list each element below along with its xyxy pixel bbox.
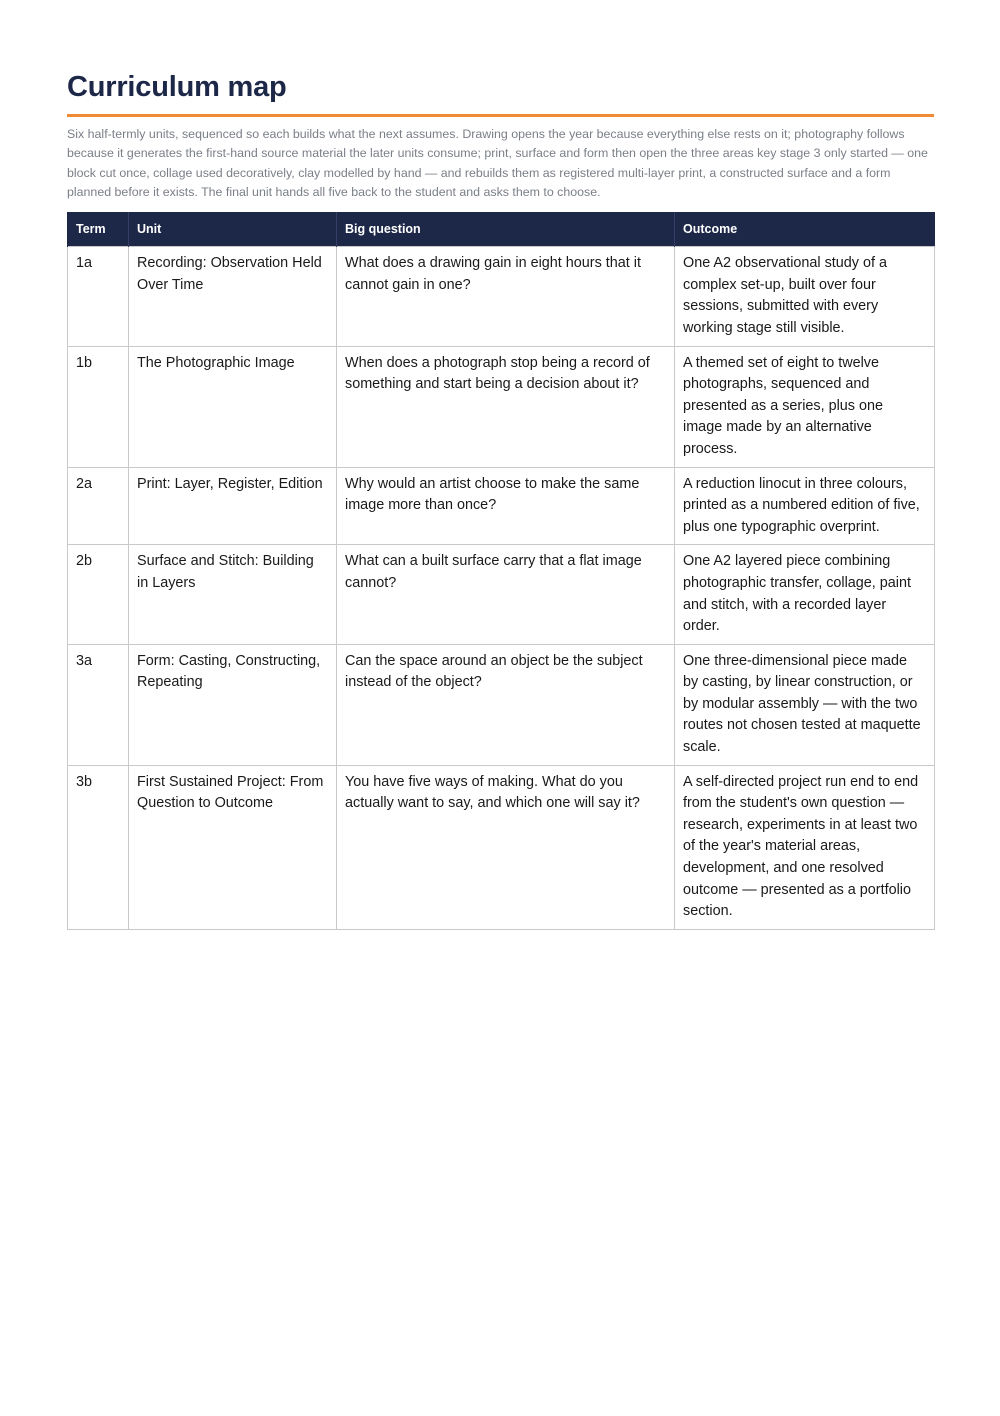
outcome-cell: A reduction linocut in three colours, printed as a numbered edition of five, plus one typographic overprint.	[675, 467, 935, 545]
table-row	[68, 545, 935, 644]
question-cell: You have five ways of making. What do you actually want to say, and which one will say it?	[337, 765, 675, 929]
unit-cell: The Photographic Image	[129, 346, 337, 467]
unit-cell: Surface and Stitch: Building in Layers	[129, 545, 337, 644]
question-cell: Why would an artist choose to make the same image more than once?	[337, 467, 675, 545]
header-big-question: Big question	[337, 212, 675, 247]
term-cell: 2b	[68, 545, 129, 644]
unit-cell: Print: Layer, Register, Edition	[129, 467, 337, 545]
outcome-cell: One A2 observational study of a complex set-up, built over four sessions, submitted with every working stage still visible.	[675, 247, 935, 346]
term-cell: 2a	[68, 467, 129, 545]
outcome-cell: One three-dimensional piece made by casting, by linear construction, or by modular assembly — with the two routes not chosen tested at maquette scale.	[675, 644, 935, 765]
unit-cell: First Sustained Project: From Question to Outcome	[129, 765, 337, 929]
table-row	[68, 644, 935, 765]
question-cell: What does a drawing gain in eight hours that it cannot gain in one?	[337, 247, 675, 346]
page-title: Curriculum map	[67, 71, 287, 103]
table-header-row	[68, 212, 935, 247]
outcome-cell: A self-directed project run end to end from the student's own question — research, experiments in at least two of the year's material areas, development, and one resolved outcome — presented as a portfolio section.	[675, 765, 935, 929]
unit-cell: Form: Casting, Constructing, Repeating	[129, 644, 337, 765]
unit-cell: Recording: Observation Held Over Time	[129, 247, 337, 346]
term-cell: 1b	[68, 346, 129, 467]
header-outcome: Outcome	[675, 212, 935, 247]
header-unit: Unit	[129, 212, 337, 247]
outcome-cell: A themed set of eight to twelve photographs, sequenced and presented as a series, plus one image made by an alternative process.	[675, 346, 935, 467]
question-cell: What can a built surface carry that a flat image cannot?	[337, 545, 675, 644]
question-cell: Can the space around an object be the subject instead of the object?	[337, 644, 675, 765]
term-cell: 3b	[68, 765, 129, 929]
table-row	[68, 247, 935, 346]
outcome-cell: One A2 layered piece combining photographic transfer, collage, paint and stitch, with a recorded layer order.	[675, 545, 935, 644]
intro-paragraph: Six half-termly units, sequenced so each builds what the next assumes. Drawing opens the year because everything else rests on it; photography follows because it generates the first-hand source material the later units consume; print, surface and form then open the three areas key stage 3 only started — one block cut once, collage used decoratively, clay modelled by hand — and rebuilds them as registered multi-layer print, a constructed surface and a form planned before it exists. The final unit hands all five back to the student and asks them to choose.	[67, 127, 928, 199]
curriculum-page	[67, 64, 934, 930]
term-cell: 1a	[68, 247, 129, 346]
table-row	[68, 346, 935, 467]
table-row	[68, 765, 935, 929]
title-underline	[67, 114, 934, 117]
term-cell: 3a	[68, 644, 129, 765]
table-row	[68, 467, 935, 545]
header-term: Term	[68, 212, 129, 247]
question-cell: When does a photograph stop being a record of something and start being a decision about it?	[337, 346, 675, 467]
curriculum-table	[67, 212, 935, 930]
